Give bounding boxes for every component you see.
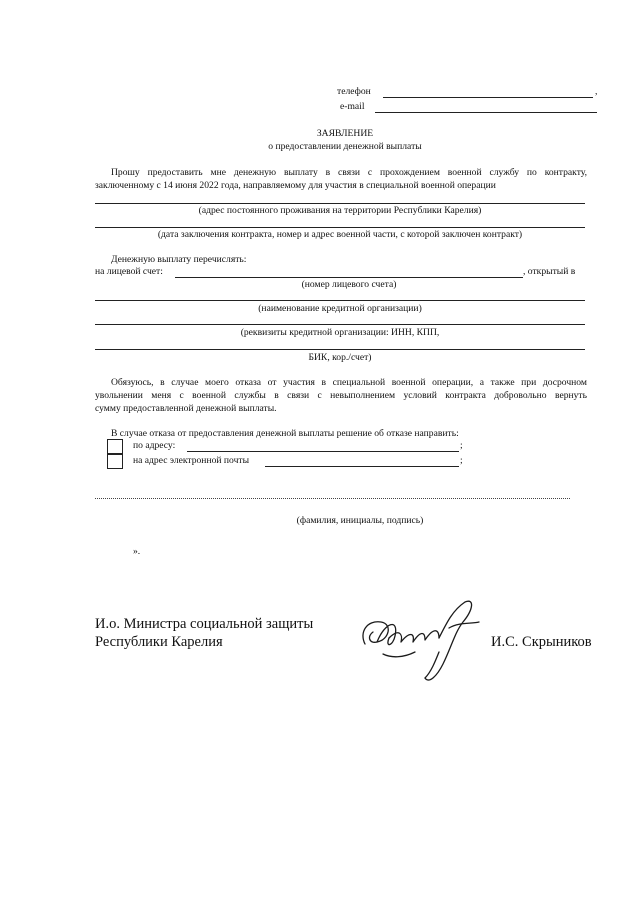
contract-caption: (дата заключения контракта, номер и адрес военной части, с которой заключен контракт) [157, 229, 523, 240]
obligation-line-3: сумму предоставленной денежной выплаты. [95, 403, 277, 414]
address-option-end: ; [460, 440, 463, 451]
email-option-end: ; [460, 455, 463, 466]
request-text-line-2: заключенному с 14 июня 2022 года, направляемому для участия в специальной военной операции [95, 180, 496, 191]
closing-quote: ». [133, 546, 141, 557]
phone-comma: , [595, 86, 598, 97]
address-option-label: по адресу: [133, 440, 176, 451]
official-name: И.С. Скрыников [491, 634, 592, 650]
signature-caption: (фамилия, инициалы, подпись) [296, 515, 424, 526]
signature-field-line [95, 498, 570, 499]
bank-bik-line [95, 349, 585, 350]
refusal-intro: В случае отказа от предоставления денежной выплаты решение об отказе направить: [111, 428, 459, 439]
bank-details-line [95, 324, 585, 325]
handwritten-signature [355, 592, 495, 687]
request-text-line-1: Прошу предоставить мне денежную выплату в связи с прохождением военной службу по контракту, [111, 167, 587, 178]
account-number-line [175, 277, 523, 278]
email-option-checkbox[interactable] [107, 454, 123, 469]
account-label: на лицевой счет: [95, 266, 163, 277]
bank-details-caption: (реквизиты кредитной организации: ИНН, КПП, [240, 327, 440, 338]
address-caption: (адрес постоянного проживания на территории Республики Карелия) [198, 205, 482, 216]
email-label: e-mail [340, 101, 365, 112]
email-option-label: на адрес электронной почты [133, 455, 250, 466]
bik-caption: БИК, кор./счет) [308, 352, 372, 363]
address-option-checkbox[interactable] [107, 439, 123, 454]
account-opened-text: , открытый в [523, 266, 576, 277]
email-field-line [375, 112, 597, 113]
email-option-line [265, 466, 459, 467]
transfer-intro: Денежную выплату перечислять: [111, 254, 247, 265]
document-subtitle: о предоставлении денежной выплаты [268, 141, 422, 152]
bank-name-line [95, 300, 585, 301]
address-option-line [187, 451, 459, 452]
phone-label: телефон [337, 86, 371, 97]
official-position-line-1: И.о. Министра социальной защиты [95, 616, 314, 632]
account-caption: (номер лицевого счета) [301, 279, 397, 290]
phone-field-line [383, 97, 593, 98]
obligation-line-2: увольнении меня с военной службы в связи с невыполнением условий контракта добровольно вернуть [95, 390, 587, 401]
obligation-line-1: Обязуюсь, в случае моего отказа от участия в специальной военной операции, а также при досрочном [111, 377, 587, 388]
official-position-line-2: Республики Карелия [95, 634, 223, 650]
bank-caption: (наименование кредитной организации) [258, 303, 422, 314]
document-title: ЗАЯВЛЕНИЕ [316, 128, 374, 139]
address-field-line [95, 203, 585, 204]
contract-field-line [95, 227, 585, 228]
